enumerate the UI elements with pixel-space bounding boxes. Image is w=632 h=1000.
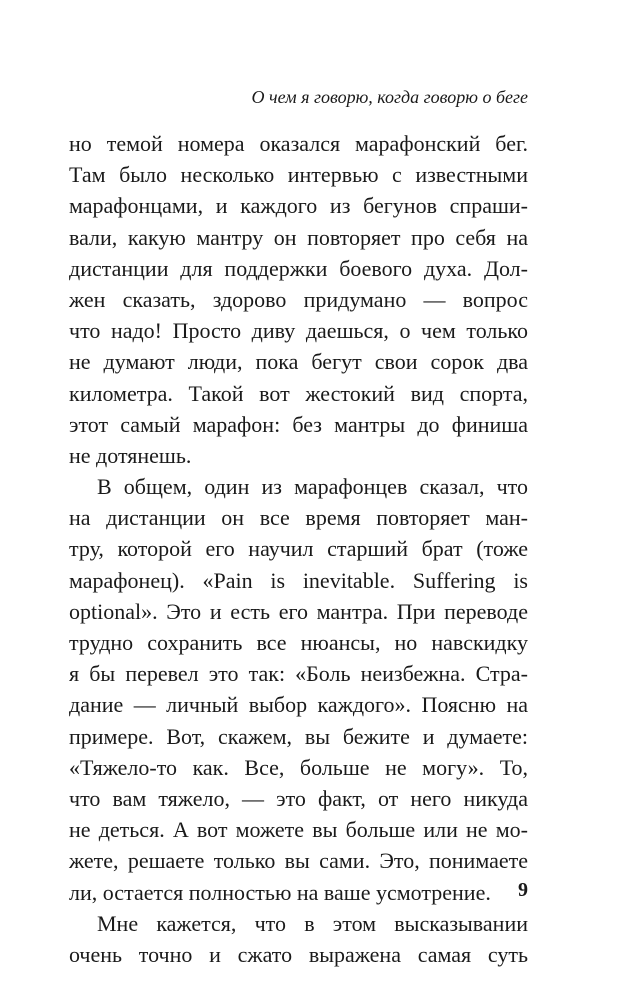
text-line: марафонцами, и каждого из бегунов спраши- bbox=[69, 193, 528, 219]
text-line: optional». Это и есть его мантра. При переводе bbox=[69, 598, 528, 624]
text-line: на дистанции он все время повторяет ман- bbox=[69, 505, 528, 531]
text-line: я бы перевел это так: «Боль неизбежна. Стра- bbox=[69, 661, 528, 687]
text-line: что надо! Просто диву даешься, о чем только bbox=[69, 318, 528, 344]
text-line: ли, остается полностью на ваше усмотрение. bbox=[69, 879, 491, 905]
text-line: не думают люди, пока бегут свои сорок два bbox=[69, 349, 528, 375]
text-line: но темой номера оказался марафонский бег. bbox=[69, 131, 528, 156]
text-line: этот самый марафон: без мантры до финиша bbox=[69, 411, 528, 437]
text-line: марафонец). «Pain is inevitable. Suffering is bbox=[69, 567, 528, 593]
text-line: дание — личный выбор каждого». Поясню на bbox=[69, 692, 528, 718]
text-line: дистанции для поддержки боевого духа. Дол- bbox=[69, 255, 528, 281]
page-number: 9 bbox=[518, 879, 528, 901]
text-line: Мне кажется, что в этом высказывании bbox=[97, 910, 528, 936]
text-line: очень точно и сжато выражена самая суть bbox=[69, 941, 528, 967]
text-line: примере. Вот, скажем, вы бежите и думаете: bbox=[69, 723, 528, 749]
running-head: О чем я говорю, когда говорю о беге bbox=[251, 87, 528, 107]
text-line: Там было несколько интервью с известными bbox=[69, 162, 528, 188]
text-line: В общем, один из марафонцев сказал, что bbox=[97, 474, 528, 500]
text-line: вали, какую мантру он повторяет про себя на bbox=[69, 224, 528, 250]
text-line: трудно сохранить все нюансы, но навскидку bbox=[69, 630, 528, 655]
text-line: что вам тяжело, — это факт, от него никуда bbox=[69, 785, 528, 811]
text-line: жен сказать, здорово придумано — вопрос bbox=[69, 286, 528, 312]
text-line: «Тяжело-то как. Все, больше не могу». То, bbox=[69, 754, 528, 780]
body-text bbox=[69, 128, 528, 970]
text-line: тру, которой его научил старший брат (тоже bbox=[69, 536, 528, 562]
text-line: километра. Такой вот жестокий вид спорта, bbox=[69, 380, 528, 406]
text-line: не дотянешь. bbox=[69, 442, 192, 468]
text-line: не деться. А вот можете вы больше или не мо- bbox=[69, 817, 528, 843]
text-line: жете, решаете только вы сами. Это, понимаете bbox=[69, 848, 528, 874]
